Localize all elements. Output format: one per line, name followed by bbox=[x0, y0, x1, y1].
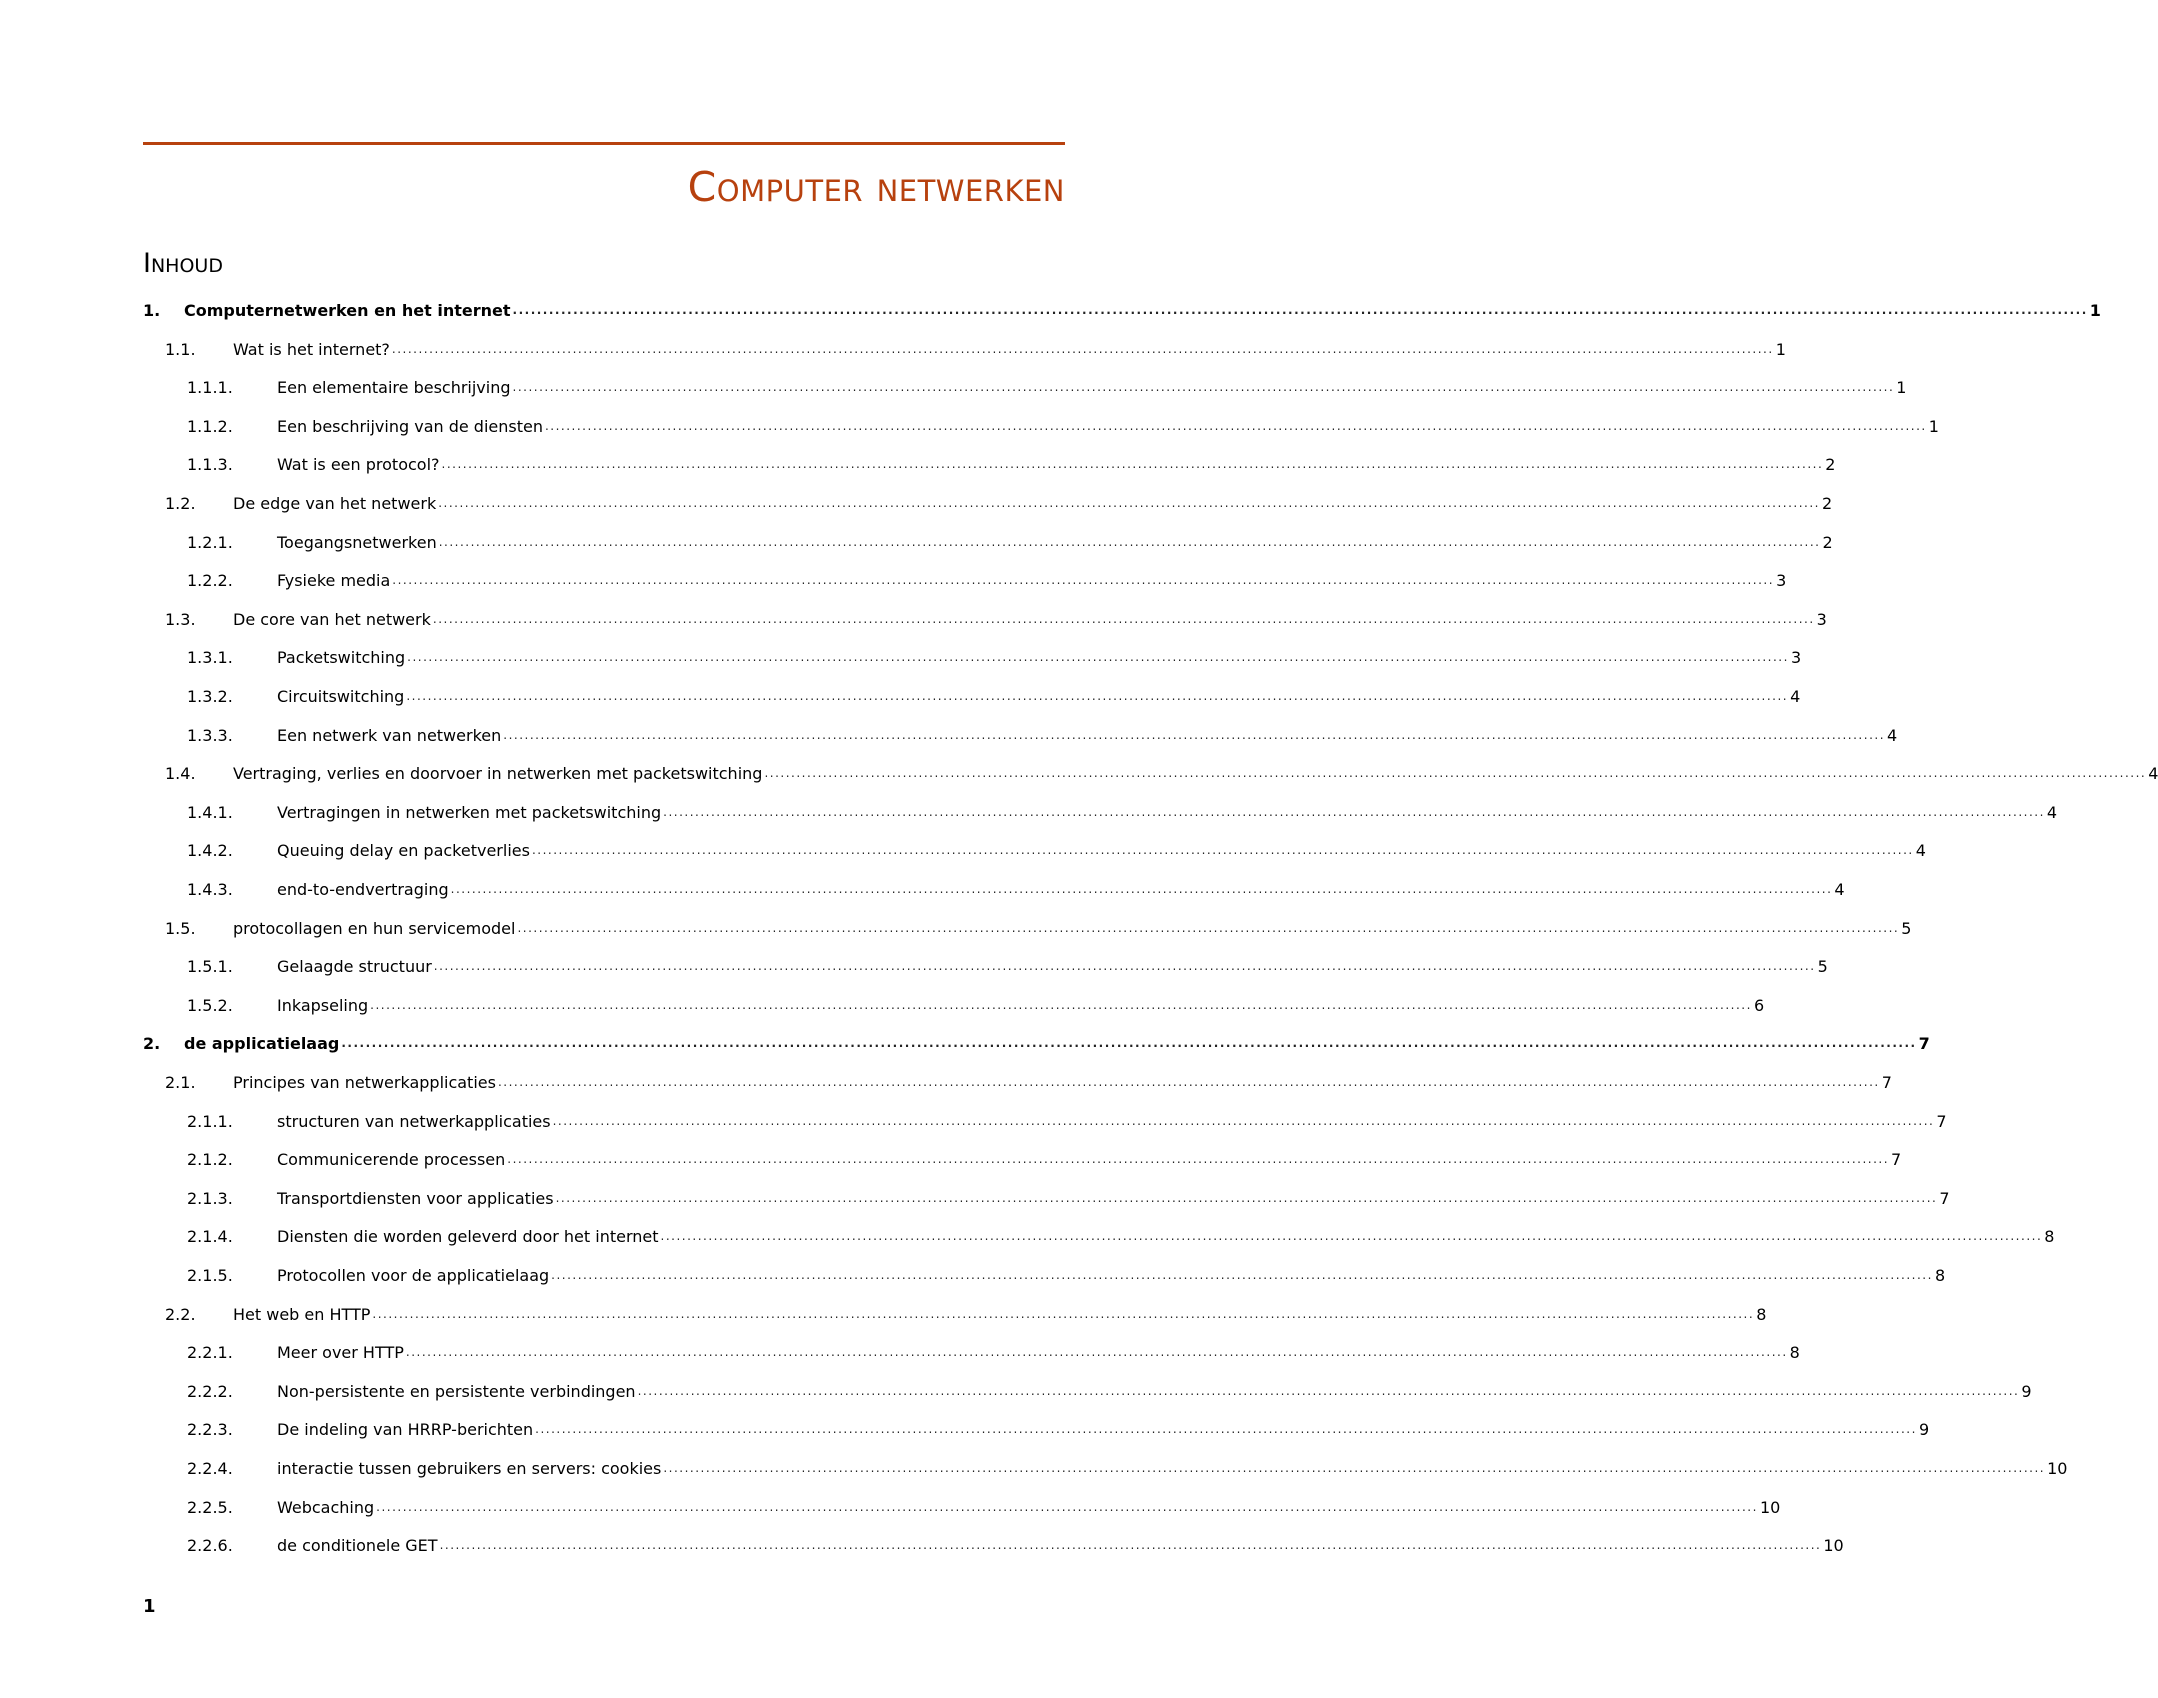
toc-entry-number: 1.4.2. bbox=[187, 841, 233, 861]
dot-leader: .................................................................................................................................................................................................................................................................... bbox=[438, 496, 1820, 510]
toc-entry-number: 2.2.6. bbox=[187, 1536, 233, 1556]
toc-entry-title: Inkapseling bbox=[277, 995, 369, 1015]
dot-leader: .................................................................................................................................................................................................................................................................... bbox=[512, 380, 1895, 395]
toc-entry[interactable] bbox=[0, 1134, 1902, 1170]
toc-entry-page: 1 bbox=[1928, 416, 1939, 436]
toc-entry-page: 10 bbox=[1759, 1497, 1781, 1517]
toc-entry-page: 1 bbox=[1775, 339, 1786, 359]
toc-entry-title: structuren van netwerkapplicaties bbox=[277, 1111, 551, 1131]
toc-entry-number: 2.2. bbox=[165, 1304, 196, 1324]
dot-leader: .................................................................................................................................................................................................................................................................... bbox=[433, 959, 1816, 974]
dot-leader: .................................................................................................................................................................................................................................................................... bbox=[663, 1461, 2046, 1475]
dot-leader: .................................................................................................................................................................................................................................................................... bbox=[497, 1075, 1880, 1089]
toc-entry-number: 1.4. bbox=[165, 764, 196, 784]
dot-leader: .................................................................................................................................................................................................................................................................... bbox=[432, 611, 1815, 626]
dot-leader: .................................................................................................................................................................................................................................................................... bbox=[341, 1036, 1917, 1051]
toc-entry[interactable] bbox=[0, 1482, 1781, 1518]
toc-entry-page: 3 bbox=[1816, 609, 1827, 629]
toc-entry-page: 3 bbox=[1776, 571, 1787, 591]
toc-entry[interactable] bbox=[0, 1520, 1844, 1556]
dot-leader: .................................................................................................................................................................................................................................................................... bbox=[438, 534, 1821, 549]
toc-entry-page: 4 bbox=[2046, 802, 2058, 822]
toc-entry-title: Protocollen voor de applicatielaag bbox=[277, 1266, 550, 1285]
toc-entry-page: 1 bbox=[1896, 378, 1907, 398]
toc-entry-number: 2.1.5. bbox=[187, 1266, 233, 1285]
toc-entry-title: Meer over HTTP bbox=[277, 1343, 404, 1363]
toc-entry[interactable] bbox=[0, 478, 1833, 514]
toc-entry-title: Toegangsnetwerken bbox=[277, 532, 437, 552]
dot-leader: .................................................................................................................................................................................................................................................................... bbox=[405, 1345, 1788, 1360]
toc-entry-page: 5 bbox=[1901, 918, 1912, 938]
toc-entry-title: De indeling van HRRP-berichten bbox=[277, 1420, 534, 1440]
toc-entry-number: 1.1.3. bbox=[187, 455, 233, 475]
toc-entry[interactable] bbox=[0, 1018, 1930, 1054]
dot-leader: .................................................................................................................................................................................................................................................................... bbox=[507, 1152, 1890, 1167]
toc-entry-title: protocollagen en hun servicemodel bbox=[233, 918, 516, 938]
toc-entry-page: 4 bbox=[1915, 841, 1926, 861]
dot-leader: .................................................................................................................................................................................................................................................................... bbox=[660, 1229, 2043, 1244]
toc-entry-number: 1. bbox=[143, 301, 161, 320]
toc-entry-title: Een beschrijving van de diensten bbox=[277, 416, 543, 436]
toc-entry-number: 1.1. bbox=[165, 339, 196, 359]
dot-leader: .................................................................................................................................................................................................................................................................... bbox=[439, 1538, 1822, 1553]
toc-entry[interactable] bbox=[0, 1443, 2068, 1479]
toc-entry[interactable] bbox=[0, 594, 1827, 630]
toc-entry-number: 1.5.2. bbox=[187, 995, 233, 1015]
toc-entry-number: 1.4.3. bbox=[187, 880, 233, 899]
toc-entry-title: Een netwerk van netwerken bbox=[277, 725, 502, 745]
toc-entry-page: 7 bbox=[1881, 1073, 1892, 1092]
toc-entry-page: 3 bbox=[1790, 648, 1802, 668]
toc-entry-number: 2.2.3. bbox=[187, 1420, 233, 1440]
toc-entry-page: 7 bbox=[1891, 1150, 1902, 1170]
toc-entry-page: 2 bbox=[1822, 532, 1833, 552]
dot-leader: .................................................................................................................................................................................................................................................................... bbox=[551, 1268, 1933, 1282]
toc-entry[interactable] bbox=[0, 980, 1765, 1016]
toc-entry-page: 4 bbox=[1834, 880, 1845, 899]
dot-leader: .................................................................................................................................................................................................................................................................... bbox=[637, 1383, 2020, 1398]
toc-entry-page: 9 bbox=[1918, 1420, 1930, 1440]
toc-entry-number: 1.3.2. bbox=[187, 687, 233, 706]
toc-entry[interactable] bbox=[0, 517, 1833, 553]
toc-heading: Inhoud bbox=[143, 248, 223, 279]
toc-entry-title: de applicatielaag bbox=[184, 1034, 340, 1054]
dot-leader: .................................................................................................................................................................................................................................................................... bbox=[544, 418, 1927, 433]
toc-entry[interactable] bbox=[0, 632, 1802, 668]
toc-entry-number: 2.1.1. bbox=[187, 1111, 233, 1131]
dot-leader: .................................................................................................................................................................................................................................................................... bbox=[370, 997, 1752, 1012]
toc-entry-title: de conditionele GET bbox=[277, 1536, 438, 1556]
toc-entry-page: 9 bbox=[2021, 1381, 2032, 1401]
dot-leader: .................................................................................................................................................................................................................................................................... bbox=[376, 1499, 1758, 1514]
toc-entry[interactable] bbox=[0, 1173, 1950, 1209]
header-rule bbox=[143, 142, 1065, 145]
toc-entry[interactable] bbox=[0, 1327, 1800, 1363]
toc-entry-number: 1.5.1. bbox=[187, 957, 233, 977]
toc-entry[interactable] bbox=[0, 864, 1845, 900]
toc-entry-title: Queuing delay en packetverlies bbox=[277, 841, 530, 861]
dot-leader: .................................................................................................................................................................................................................................................................... bbox=[407, 650, 1789, 665]
toc-entry-title: Webcaching bbox=[277, 1497, 375, 1517]
toc-entry-title: end-to-endvertraging bbox=[277, 880, 449, 899]
toc-entry-title: De core van het netwerk bbox=[233, 609, 431, 629]
dot-leader: .................................................................................................................................................................................................................................................................... bbox=[764, 766, 2147, 781]
toc-entry-page: 4 bbox=[1887, 725, 1898, 745]
dot-leader: .................................................................................................................................................................................................................................................................... bbox=[531, 843, 1914, 858]
dot-leader: .................................................................................................................................................................................................................................................................... bbox=[517, 920, 1900, 935]
toc-entry-page: 7 bbox=[1918, 1034, 1930, 1054]
page-number: 1 bbox=[143, 1596, 156, 1617]
toc-entry[interactable] bbox=[0, 1366, 2032, 1402]
toc-entry[interactable] bbox=[0, 1096, 1947, 1132]
toc-entry-title: Wat is het internet? bbox=[233, 339, 390, 359]
toc-entry[interactable] bbox=[0, 555, 1787, 591]
toc-entry[interactable] bbox=[0, 285, 2101, 321]
toc-entry-number: 2.1.3. bbox=[187, 1188, 233, 1208]
toc-entry[interactable] bbox=[0, 1250, 1946, 1286]
toc-entry-number: 1.3. bbox=[165, 609, 196, 629]
toc-entry-page: 8 bbox=[1934, 1266, 1946, 1285]
toc-entry-title: De edge van het netwerk bbox=[233, 494, 437, 513]
toc-entry-number: 2.1.4. bbox=[187, 1227, 233, 1247]
toc-entry-page: 10 bbox=[2047, 1459, 2068, 1478]
toc-entry-page: 7 bbox=[1939, 1188, 1950, 1208]
toc-entry-title: Een elementaire beschrijving bbox=[277, 378, 511, 398]
toc-entry-number: 1.3.3. bbox=[187, 725, 233, 745]
toc-entry-number: 2.1.2. bbox=[187, 1150, 233, 1170]
toc-entry-page: 7 bbox=[1936, 1111, 1947, 1131]
toc-entry-title: Transportdiensten voor applicaties bbox=[277, 1188, 554, 1208]
toc-entry-title: Vertragingen in netwerken met packetswitching bbox=[277, 802, 662, 822]
toc-entry[interactable] bbox=[0, 362, 1907, 398]
toc-entry-page: 8 bbox=[1789, 1343, 1800, 1363]
dot-leader: .................................................................................................................................................................................................................................................................... bbox=[406, 689, 1789, 703]
toc-entry-number: 1.4.1. bbox=[187, 802, 233, 822]
toc-entry-page: 2 bbox=[1825, 455, 1836, 475]
toc-entry-number: 1.2.2. bbox=[187, 571, 233, 591]
toc-entry-page: 4 bbox=[1790, 687, 1801, 706]
toc-entry[interactable] bbox=[0, 903, 1912, 939]
toc-entry-title: Fysieke media bbox=[277, 571, 391, 591]
toc-entry-page: 1 bbox=[2089, 301, 2101, 320]
toc-entry[interactable] bbox=[0, 825, 1926, 861]
toc-entry-title: Diensten die worden geleverd door het internet bbox=[277, 1227, 659, 1247]
dot-leader: .................................................................................................................................................................................................................................................................... bbox=[535, 1422, 1917, 1437]
toc-entry[interactable] bbox=[0, 671, 1801, 707]
toc-entry-page: 5 bbox=[1817, 957, 1828, 977]
toc-entry-page: 8 bbox=[2044, 1227, 2055, 1247]
toc-entry-number: 2.1. bbox=[165, 1073, 196, 1092]
toc-entry-number: 1.3.1. bbox=[187, 648, 233, 668]
toc-entry-title: Principes van netwerkapplicaties bbox=[233, 1073, 496, 1092]
toc-entry[interactable] bbox=[0, 1404, 1930, 1440]
toc-entry-number: 2.2.4. bbox=[187, 1459, 233, 1478]
toc-entry-title: Vertraging, verlies en doorvoer in netwerken met packetswitching bbox=[233, 764, 763, 784]
toc-entry[interactable] bbox=[0, 787, 2058, 823]
dot-leader: .................................................................................................................................................................................................................................................................... bbox=[555, 1190, 1938, 1205]
toc-entry-title: interactie tussen gebruikers en servers: cookies bbox=[277, 1459, 662, 1478]
toc-entry[interactable] bbox=[0, 401, 1939, 437]
toc-entry-page: 10 bbox=[1823, 1536, 1844, 1556]
toc-entry-title: Circuitswitching bbox=[277, 687, 405, 706]
toc-entry-number: 1.1.1. bbox=[187, 378, 233, 398]
toc-entry-title: Gelaagde structuur bbox=[277, 957, 432, 977]
toc-entry-title: Het web en HTTP bbox=[233, 1304, 371, 1324]
toc-entry-page: 8 bbox=[1756, 1304, 1767, 1324]
toc-entry-page: 4 bbox=[2148, 764, 2158, 784]
toc-entry-number: 2. bbox=[143, 1034, 161, 1054]
toc-entry-title: Wat is een protocol? bbox=[277, 455, 440, 475]
toc-entry[interactable] bbox=[0, 439, 1836, 475]
toc-entry[interactable] bbox=[0, 710, 1898, 746]
toc-entry-title: Communicerende processen bbox=[277, 1150, 506, 1170]
toc-entry[interactable] bbox=[0, 1057, 1892, 1093]
dot-leader: .................................................................................................................................................................................................................................................................... bbox=[503, 727, 1886, 742]
dot-leader: .................................................................................................................................................................................................................................................................... bbox=[512, 303, 2088, 317]
toc-entry-page: 6 bbox=[1753, 995, 1765, 1015]
toc-entry[interactable] bbox=[0, 1211, 2055, 1247]
toc-entry[interactable] bbox=[0, 748, 2158, 784]
toc-entry-number: 2.2.1. bbox=[187, 1343, 233, 1363]
toc-entry-title: Packetswitching bbox=[277, 648, 406, 668]
dot-leader: .................................................................................................................................................................................................................................................................... bbox=[663, 804, 2045, 819]
toc-entry-number: 1.2. bbox=[165, 494, 196, 513]
dot-leader: .................................................................................................................................................................................................................................................................... bbox=[392, 573, 1775, 588]
toc-entry-number: 1.5. bbox=[165, 918, 196, 938]
toc-entry[interactable] bbox=[0, 324, 1786, 360]
dot-leader: .................................................................................................................................................................................................................................................................... bbox=[372, 1306, 1755, 1321]
dot-leader: .................................................................................................................................................................................................................................................................... bbox=[552, 1113, 1935, 1128]
dot-leader: .................................................................................................................................................................................................................................................................... bbox=[391, 341, 1774, 356]
document-title: Computer netwerken bbox=[687, 163, 1065, 211]
toc-entry-title: Non-persistente en persistente verbindingen bbox=[277, 1381, 636, 1401]
toc-entry[interactable] bbox=[0, 941, 1828, 977]
dot-leader: .................................................................................................................................................................................................................................................................... bbox=[450, 882, 1833, 896]
toc-entry-number: 2.2.5. bbox=[187, 1497, 233, 1517]
toc-entry-number: 1.2.1. bbox=[187, 532, 233, 552]
toc-entry-number: 2.2.2. bbox=[187, 1381, 233, 1401]
toc-entry-title: Computernetwerken en het internet bbox=[184, 301, 511, 320]
toc-entry-number: 1.1.2. bbox=[187, 416, 233, 436]
toc-entry-page: 2 bbox=[1821, 494, 1833, 513]
toc-entry[interactable] bbox=[0, 1289, 1767, 1325]
dot-leader: .................................................................................................................................................................................................................................................................... bbox=[441, 457, 1824, 472]
